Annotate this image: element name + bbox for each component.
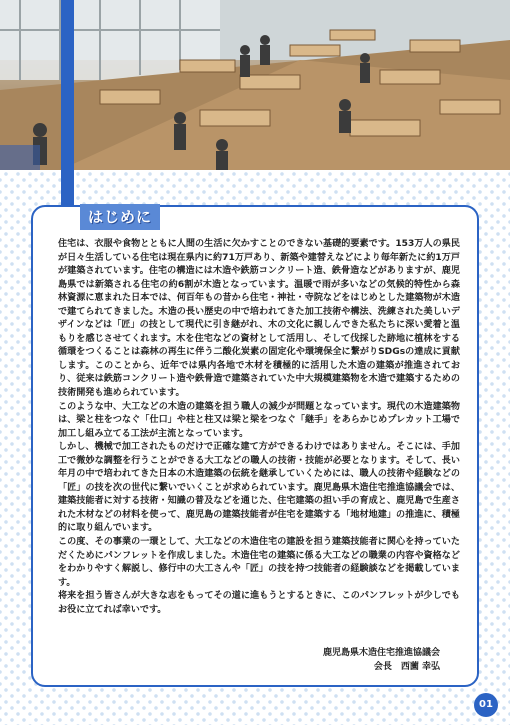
signature-name: 会長 西薗 幸弘: [373, 662, 440, 672]
workshop-photo: [0, 0, 510, 170]
paragraph: しかし、機械で加工されたものだけで正確な建て方ができるわけではありません。そこには、手加工で微妙な調整を行うことができる大工などの職人の技術・技能が必要となります。そして、長い年月の中で培われてきた日本の木造建築の伝統を継承していくためには、職人の技術や経験などの「匠」の技を次の世代に繋いでいくことが求められています。鹿児島県木造住宅推進協議会では、建築技能者に対する技術・知識の普及などを通じた、住宅建築の担い手の育成と、鹿児島で生産された木材などの材料を使って、鹿児島の建築技能者が住宅を建築する「地材地建」の推進に、積極的に取り組んでいます。: [58, 442, 460, 534]
intro-body: [58, 238, 460, 617]
accent-bar: [61, 0, 74, 228]
signature-organization: 鹿児島県木造住宅推進協議会: [322, 648, 440, 658]
paragraph: 将来を担う皆さんが大きな志をもってその道に進もうとするときに、このパンフレットが少しでもお役に立てれば幸いです。: [58, 591, 460, 615]
signature: [323, 646, 440, 674]
page-title: はじめに: [80, 204, 160, 230]
paragraph: このような中、大工などの木造の建築を担う職人の減少が問題となっています。現代の木造建築物は、梁と柱をつなぐ「仕口」や柱と柱又は梁と梁をつなぐ「継手」をあらかじめプレカット工場で加工し組み立てる工法が主流となっています。: [58, 401, 460, 439]
page-number: 01: [474, 693, 498, 717]
paragraph: この度、その事業の一環として、大工などの木造住宅の建設を担う建築技能者に関心を持っていただくためにパンフレットを作成しました。木造住宅の建築に係る大工などの職業の内容や資格などをわかりやすく解説し、修行中の大工さんや「匠」の技を持つ技能者の経験談などを掲載しています。: [58, 537, 460, 588]
paragraph: 住宅は、衣服や食物とともに人間の生活に欠かすことのできない基礎的要素です。153万人の県民が日々生活している住宅は現在県内に約71万戸あり、新築や建替えなどにより毎年新たに約1万戸が建築されています。住宅の構造には木造や鉄筋コンクリート造、鉄骨造などがありますが、鹿児島県では新築される住宅の約6割が木造となっています。温暖で雨が多いなどの気候的特性から森林資源に恵まれた日本では、何百年もの昔から住宅・神社・寺院などをはじめとした建築物が木造で建てられてきました。木造の長い歴史の中で培われてきた加工技術や構法、洗練された美しいデザインなどは「匠」の技として現代に引き継がれ、木の文化に親しんできた私たちに深い愛着と温もりを感じさせてくれます。木を住宅などの資材として活用し、そして伐採した跡地に植林をする循環をつくることは森林の再生に伴う二酸化炭素の固定化や環境保全に繋がりSDGsの達成に貢献します。このことから、近年では県内各地で木材を積極的に活用した木造の建築が推進されており、従来は鉄筋コンクリート造や鉄骨造で建築されていた中大規模建築物を木造で建築するための技術開発も進められています。: [58, 239, 460, 399]
